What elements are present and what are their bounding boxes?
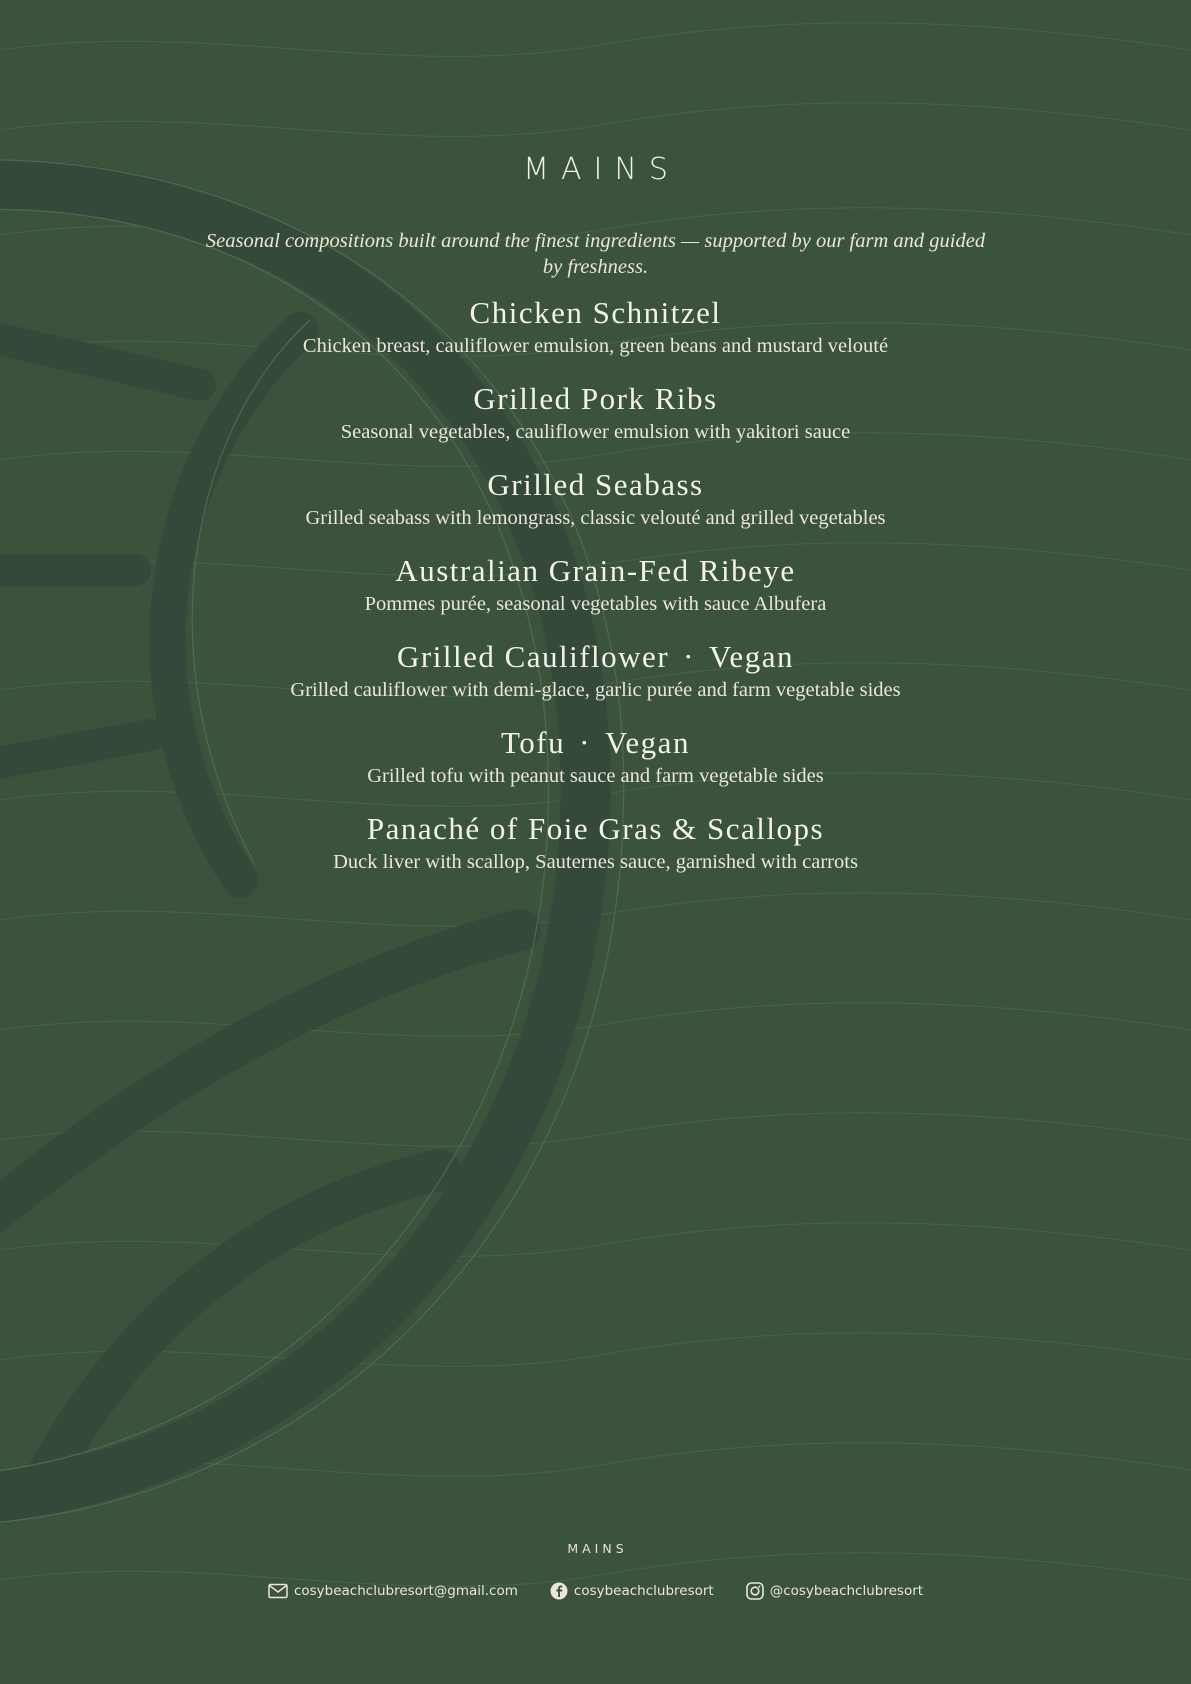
intro-text: Seasonal compositions built around the finest ingredients — supported by our farm and guided by freshness. [205,230,986,278]
dish-description: Chicken breast, cauliflower emulsion, green beans and mustard velouté [302,335,889,357]
dish-name [0,723,1191,763]
instagram-text: @cosybeachclubresort [769,1583,924,1599]
menu-item [0,293,1191,379]
menu-item [0,551,1191,637]
dish-description: Grilled seabass with lemongrass, classic velouté and grilled vegetables [305,507,886,529]
page-title: MAINS [523,152,680,187]
facebook-text: cosybeachclubresort [573,1583,714,1599]
menu-item [0,809,1191,895]
dish-name [0,637,1191,677]
dish-description: Grilled tofu with peanut sauce and farm vegetable sides [367,765,824,787]
mail-icon [268,1583,288,1599]
dish-name-text: Grilled Seabass [487,467,704,502]
instagram-icon [746,1582,764,1600]
dish-name [0,551,1191,591]
instagram-link[interactable] [746,1582,923,1600]
facebook-icon [550,1582,568,1600]
footer-title: MAINS [567,1541,628,1556]
dish-name-text: Australian Grain-Fed Ribeye [395,553,796,588]
contact-bar [0,1582,1191,1600]
menu-item [0,465,1191,551]
dish-description: Duck liver with scallop, Sauternes sauce, garnished with carrots [333,851,858,873]
dietary-tag: Vegan [604,725,690,760]
dietary-tag: Vegan [708,639,794,674]
dish-name [0,465,1191,505]
separator-dot: · [579,725,591,760]
menu-item [0,637,1191,723]
dish-name-text: Grilled Cauliflower [397,639,670,674]
dish-name-text: Panaché of Foie Gras & Scallops [366,811,825,846]
email-text: cosybeachclubresort@gmail.com [293,1583,518,1599]
dish-name [0,809,1191,849]
dish-name [0,379,1191,419]
dish-name-text: Grilled Pork Ribs [473,381,718,416]
dish-name-text: Tofu [501,725,566,760]
menu-item [0,379,1191,465]
email-link[interactable] [268,1582,518,1600]
dish-description: Grilled cauliflower with demi-glace, garlic purée and farm vegetable sides [290,679,901,701]
dish-description: Seasonal vegetables, cauliflower emulsion with yakitori sauce [340,421,851,443]
dish-name-text: Chicken Schnitzel [469,295,722,330]
facebook-link[interactable] [550,1582,714,1600]
dish-name [0,293,1191,333]
dish-description: Pommes purée, seasonal vegetables with sauce Albufera [364,593,827,615]
separator-dot: · [683,639,695,674]
menu-list [0,293,1191,895]
menu-item [0,723,1191,809]
